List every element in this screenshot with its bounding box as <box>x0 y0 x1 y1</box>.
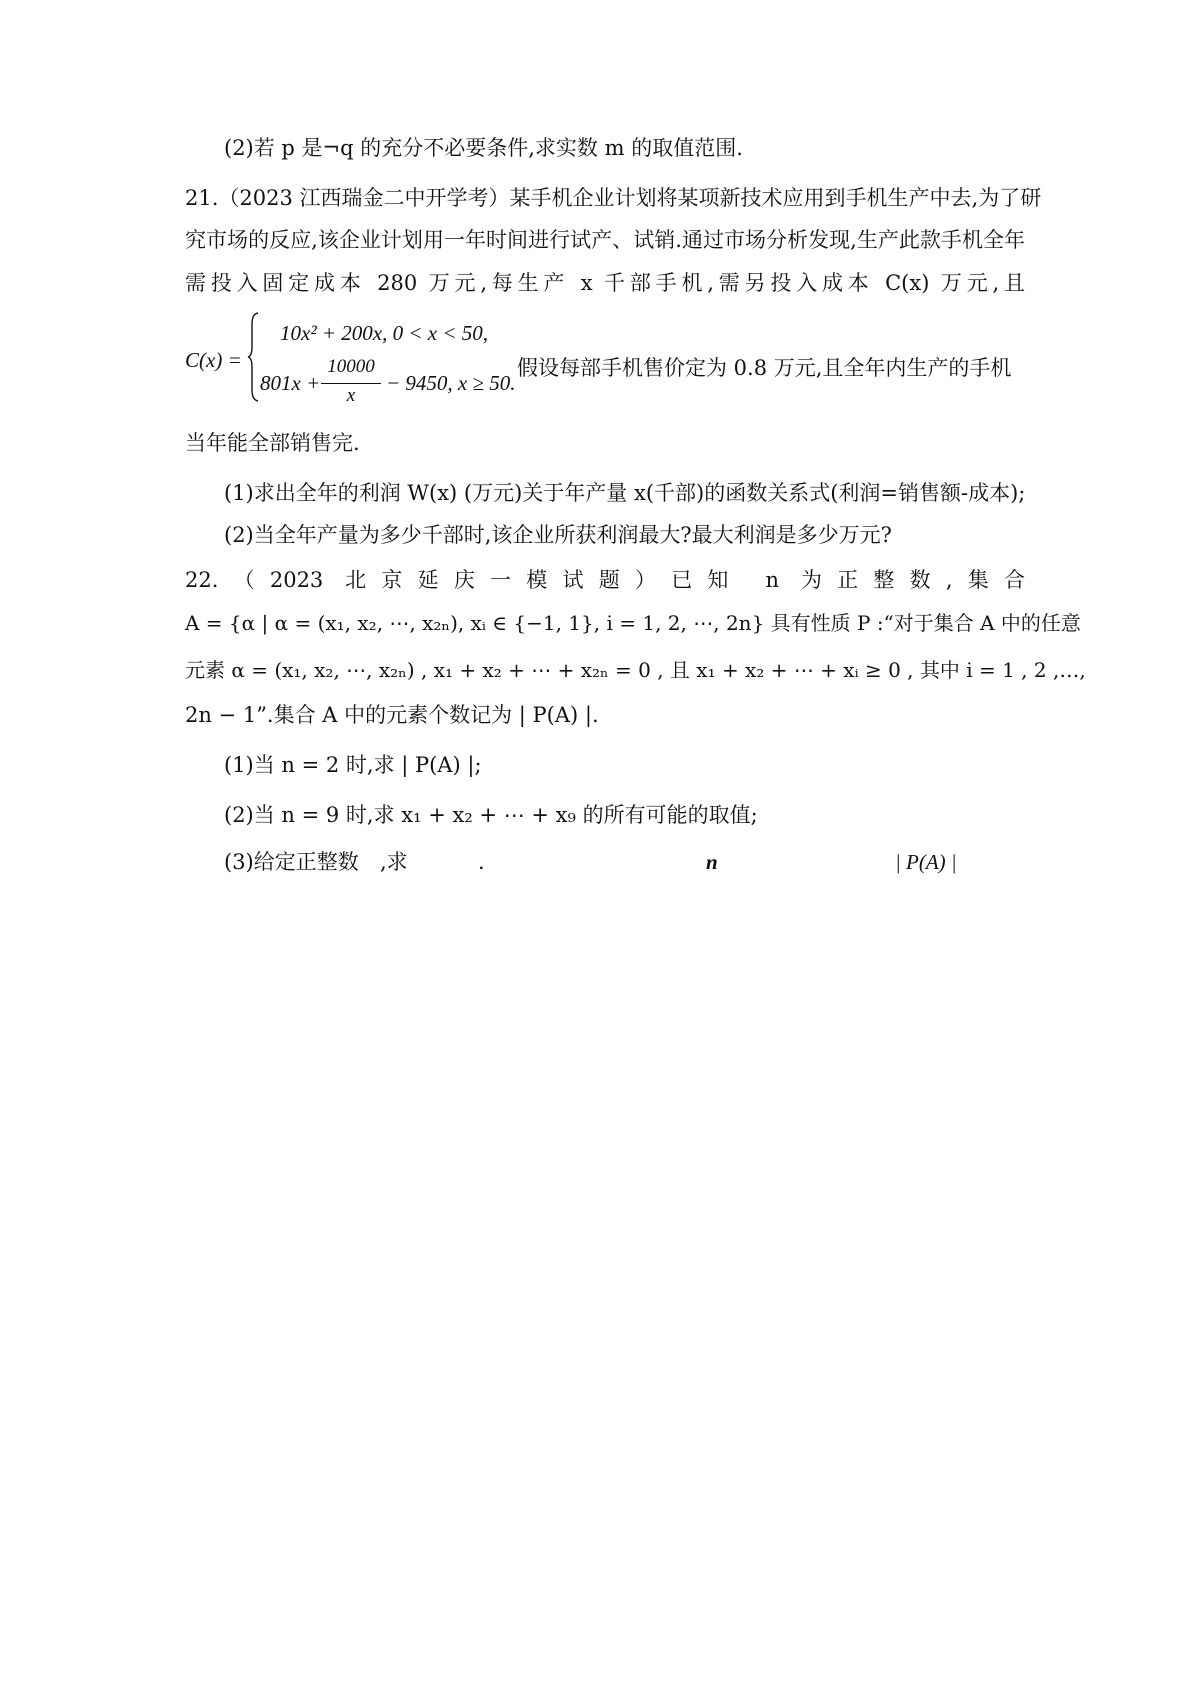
q22-line3: 元素 α = (x₁, x₂, ⋯, x₂ₙ) , x₁ + x₂ + ⋯ + x₂ₙ = 0 , 且 x₁ + x₂ + ⋯ + xᵢ ≥ 0 , 其中 i = 1 , 2 ,…, <box>185 658 1086 682</box>
q21-tail: 假设每部手机售价定为 0.8 万元,且全年内生产的手机 <box>517 356 1012 380</box>
q22-line4: 2n − 1”.集合 A 中的元素个数记为 | P(A) |. <box>185 703 599 727</box>
q22-part3-a: (3)给定正整数 <box>224 850 359 874</box>
fraction-bar <box>321 383 381 384</box>
q21-fraction-denominator: x <box>346 385 356 406</box>
q21-case2-right: − 9450, x ≥ 50. <box>386 371 516 395</box>
q21-case1: 10x² + 200x, 0 < x < 50, <box>280 321 489 345</box>
q21-part1: (1)求出全年的利润 W(x) (万元)关于年产量 x(千部)的函数关系式(利润=销售额-成本); <box>224 481 1026 505</box>
q21-line5: 当年能全部销售完. <box>185 431 360 455</box>
q22-part2: (2)当 n = 9 时,求 x₁ + x₂ + ⋯ + x₉ 的所有可能的取值; <box>224 803 758 827</box>
q21-line2: 究市场的反应,该企业计划用一年时间进行试产、试销.通过市场分析发现,生产此款手机全年 <box>185 228 1025 252</box>
q22-part3-b: ,求 <box>380 850 408 874</box>
q21-case2-left: 801x + <box>260 371 321 395</box>
q20-part2: (2)若 p 是¬q 的充分不必要条件,求实数 m 的取值范围. <box>224 136 743 160</box>
left-brace-icon <box>247 312 259 402</box>
q22-header: 22.（2023 北京延庆一模试题）已知 n 为正整数,集合 <box>185 568 1025 592</box>
q22-line2: A = {α | α = (x₁, x₂, ⋯, x₂ₙ), xᵢ ∈ {−1, 1}, i = 1, 2, ⋯, 2n} 具有性质 P :“对于集合 A 中的任意 <box>185 611 1081 635</box>
q21-part2: (2)当全年产量为多少千部时,该企业所获利润最大?最大利润是多少万元? <box>224 523 892 547</box>
q22-part3-c: . <box>478 850 485 874</box>
q22-part1: (1)当 n = 2 时,求 | P(A) |; <box>224 753 482 777</box>
q21-function-lhs: C(x) = <box>185 348 242 372</box>
q21-fraction-numerator: 10000 <box>327 356 375 377</box>
q21-line3: 需投入固定成本 280 万元,每生产 x 千部手机,需另投入成本 C(x) 万元,且 <box>185 271 1025 295</box>
q22-part3-n: n <box>706 850 718 874</box>
q21-header: 21.（2023 江西瑞金二中开学考）某手机企业计划将某项新技术应用到手机生产中去,为了研 <box>185 186 1042 210</box>
q22-part3-pa: | P(A) | <box>895 850 957 874</box>
